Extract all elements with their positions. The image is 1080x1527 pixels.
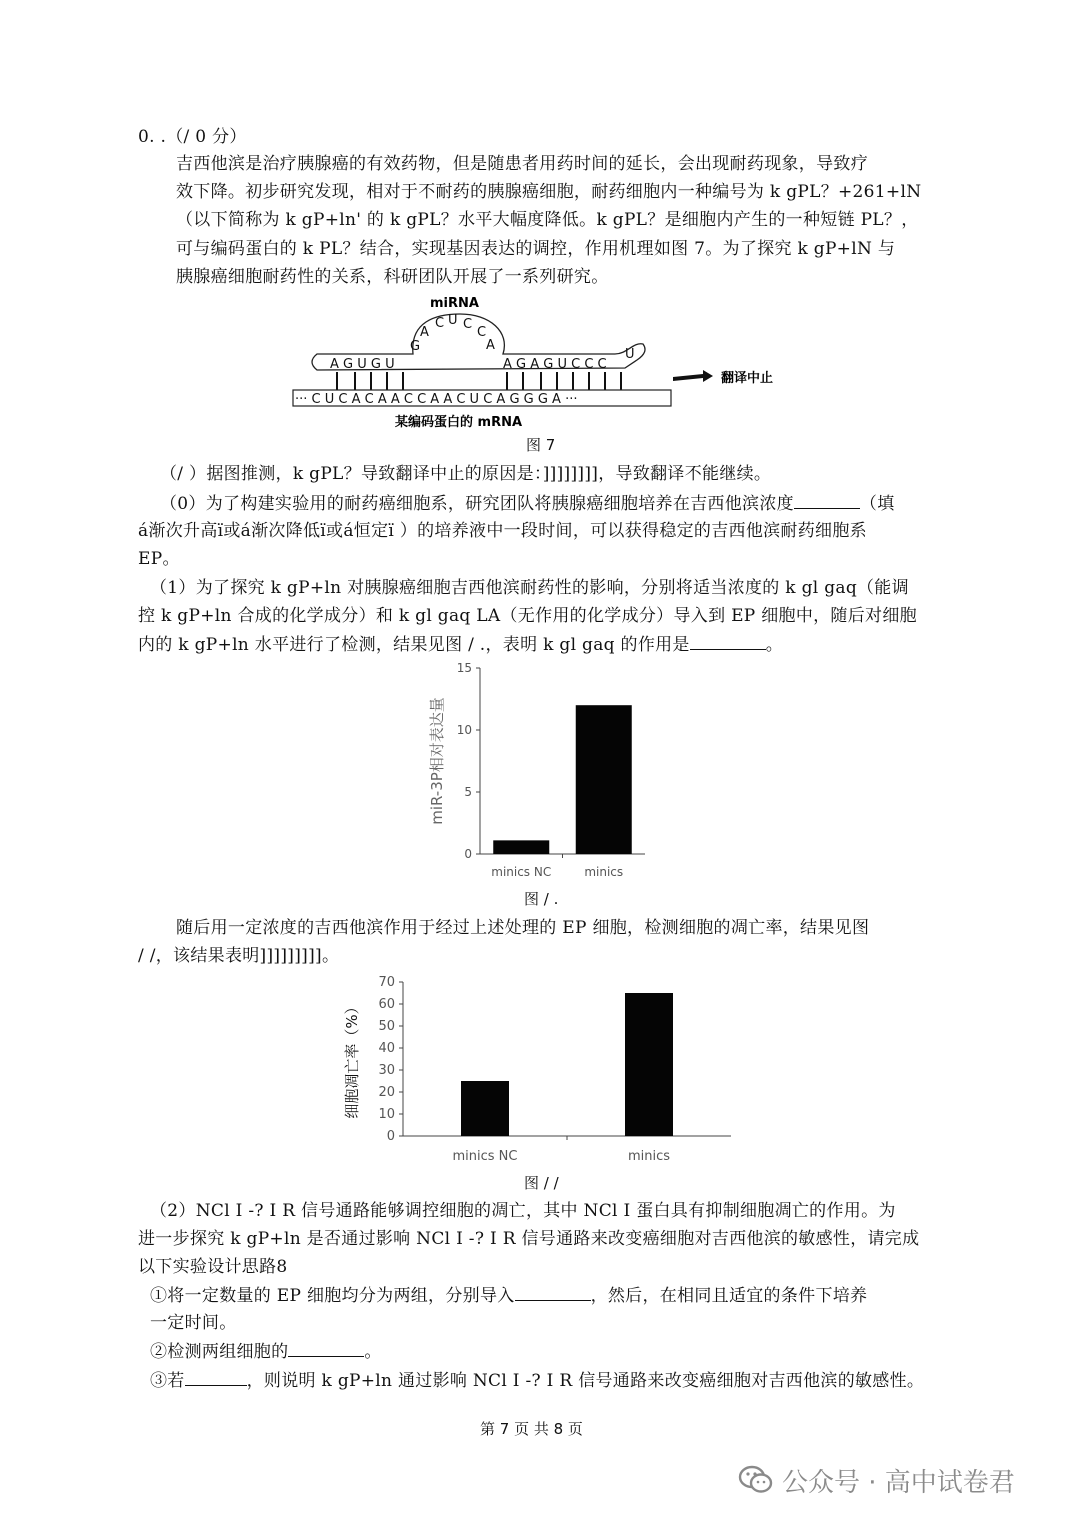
- q2-step2-a: ②检测两组细胞的: [150, 1342, 289, 1362]
- y-tick-label: 15: [456, 661, 472, 675]
- mirna-right-bases: A G A G U C C C: [503, 357, 607, 372]
- wechat-icon: [738, 1464, 774, 1496]
- y-tick-label: 20: [378, 1085, 395, 1100]
- q0-answer-blank[interactable]: [794, 492, 860, 509]
- chart1-caption: 图 / .: [524, 890, 559, 908]
- q1-line: [160, 463, 771, 485]
- x-tick-label: minics: [584, 865, 624, 879]
- q2-step1-a: ①将一定数量的 EP 细胞均分为两组，分别导入: [150, 1286, 515, 1306]
- mirna-label: miRNA: [430, 296, 479, 311]
- mrna-sequence: ··· C U C A C A A C C A A C U C A G G G A ···: [295, 392, 578, 407]
- q2-step2-blank[interactable]: [288, 1340, 364, 1357]
- bar: [576, 705, 632, 854]
- figure7-diagram: [285, 292, 805, 432]
- x-tick-label: minics NC: [491, 865, 552, 879]
- bar: [461, 1081, 509, 1136]
- y-tick-label: 30: [378, 1063, 395, 1078]
- q_1-line-3: [138, 633, 783, 656]
- y-tick-label: 40: [378, 1041, 395, 1056]
- intro-line-4: 可与编码蛋白的 k PL？结合，实现基因表达的调控，作用机理如图 7。为了探究 k gP+lN 与: [176, 239, 896, 259]
- y-tick-label: 10: [456, 723, 472, 737]
- intro-line-2: 效下降。初步研究发现，相对于不耐药的胰腺癌细胞，耐药细胞内一种编号为 k gPL？+261+lN: [176, 182, 922, 202]
- bar: [493, 840, 549, 854]
- x-tick-label: minics: [627, 1149, 671, 1164]
- q2-step3-b: ，则说明 k gP+ln 通过影响 NCl I -? I R 信号通路来改变癌细胞对吉西他滨的敏感性。: [246, 1371, 925, 1391]
- y-tick-label: 10: [378, 1107, 395, 1122]
- q_1-answer-blank[interactable]: [690, 633, 766, 650]
- arrow-right-icon: [673, 370, 713, 382]
- y-tick-label: 0: [464, 847, 472, 861]
- q0-line-3: EP。: [138, 549, 180, 569]
- chart-mir-expression: [420, 660, 660, 886]
- loop-base: U: [448, 313, 458, 328]
- page-number: 第 7 页 共 8 页: [480, 1420, 583, 1438]
- loop-base: C: [435, 316, 445, 331]
- intro-line-3: （以下简称为 k gP+ln' 的 k gPL？水平大幅度降低。k gPL？是细胞内产生的一种短链 PL？，: [176, 210, 919, 230]
- y-axis-label: 细胞凋亡率（%）: [343, 999, 361, 1119]
- q2-step1-blank[interactable]: [515, 1284, 591, 1301]
- loop-base: A: [420, 325, 429, 340]
- q2-line-2: 进一步探究 k gP+ln 是否通过影响 NCl I -? I R 信号通路来改变癌细胞对吉西他滨的敏感性，请完成: [138, 1229, 920, 1249]
- q_1-line-1: （1）为了探究 k gP+ln 对胰腺癌细胞吉西他滨耐药性的影响，分别将适当浓度的 k gl gaq（能调: [150, 578, 909, 598]
- chart-apoptosis-rate: [335, 972, 740, 1170]
- intro-line-1: 吉西他滨是治疗胰腺癌的有效药物，但是随患者用药时间的延长，会出现耐药现象，导致疗: [176, 154, 868, 174]
- chart2-caption: 图 / /: [524, 1174, 559, 1192]
- intro-line-5: 胰腺癌细胞耐药性的关系，科研团队开展了一系列研究。: [176, 267, 609, 287]
- q2-step-2: [150, 1340, 382, 1363]
- loop-base: A: [486, 338, 495, 353]
- figure7-caption: 图 7: [526, 436, 556, 454]
- q2-step-1: [150, 1284, 867, 1307]
- q_1-text-b: 。: [765, 635, 784, 655]
- q2-step-1-cont: 一定时间。: [150, 1313, 237, 1333]
- mrna-label: 某编码蛋白的 mRNA: [395, 415, 523, 430]
- q_1-text-a: 内的 k gP+ln 水平进行了检测，结果见图 / .，表明 k gl gaq 的作用是: [138, 635, 690, 655]
- loop-base: C: [463, 317, 473, 332]
- y-axis-label: miR-3P相对表达量: [428, 697, 446, 825]
- q2-step3-blank[interactable]: [185, 1369, 247, 1386]
- q2-step1-b: ，然后，在相同且适宜的条件下培养: [590, 1286, 868, 1306]
- y-tick-label: 5: [464, 785, 472, 799]
- x-tick-label: minics NC: [452, 1149, 518, 1164]
- q2-line-1: （2）NCl I -? I R 信号通路能够调控细胞的凋亡，其中 NCl I 蛋白具有抑制细胞凋亡的作用。为: [150, 1201, 896, 1221]
- loop-base: C: [477, 325, 487, 340]
- q1-prefix: （/ ）据图推测，k gPL？导致翻译中止的原因是：: [160, 464, 543, 484]
- mid-text-line-2: / /，该结果表明]]]]]]]]]。: [138, 946, 340, 966]
- y-tick-label: 50: [378, 1019, 395, 1034]
- mirna-left-bases: A G U G U: [330, 357, 395, 372]
- y-tick-label: 70: [378, 975, 395, 990]
- q0-text-a: （0）为了构建实验用的耐药癌细胞系，研究团队将胰腺癌细胞培养在吉西他滨浓度: [160, 494, 794, 514]
- q1-suffix: ，导致翻译不能继续。: [598, 464, 772, 484]
- q_1-line-2: 控 k gP+ln 合成的化学成分）和 k gl gaq LA（无作用的化学成分）导入到 EP 细胞中，随后对细胞: [138, 606, 917, 626]
- q2-step3-a: ③若: [150, 1371, 185, 1391]
- q2-step-3: [150, 1369, 924, 1392]
- watermark: [738, 1460, 1015, 1500]
- y-tick-label: 0: [386, 1129, 395, 1144]
- mirna-tail-base: U: [625, 347, 635, 362]
- arrow-label: 翻译中止: [721, 371, 774, 386]
- q0-line-1: [160, 492, 895, 515]
- q2-line-3: 以下实验设计思路8: [138, 1257, 288, 1277]
- q2-step2-b: 。: [364, 1342, 382, 1362]
- loop-base: G: [410, 339, 421, 354]
- q0-line-2: á渐次升高ï或á渐次降低ï或á恒定ï ）的培养液中一段时间，可以获得稳定的吉西他滨耐药细胞系: [138, 521, 867, 541]
- q1-answer-blank[interactable]: ]]]]]]]]: [542, 464, 599, 484]
- question-header: 0. .（/ 0 分）: [138, 127, 247, 147]
- bar: [625, 993, 673, 1136]
- watermark-text: 公众号 · 高中试卷君: [782, 1467, 1015, 1498]
- base-pair-bars: [337, 372, 621, 390]
- y-tick-label: 60: [378, 997, 395, 1012]
- mid-text-line-1: 随后用一定浓度的吉西他滨作用于经过上述处理的 EP 细胞，检测细胞的凋亡率，结果见图: [176, 918, 870, 938]
- q0-text-b: （填: [859, 494, 895, 514]
